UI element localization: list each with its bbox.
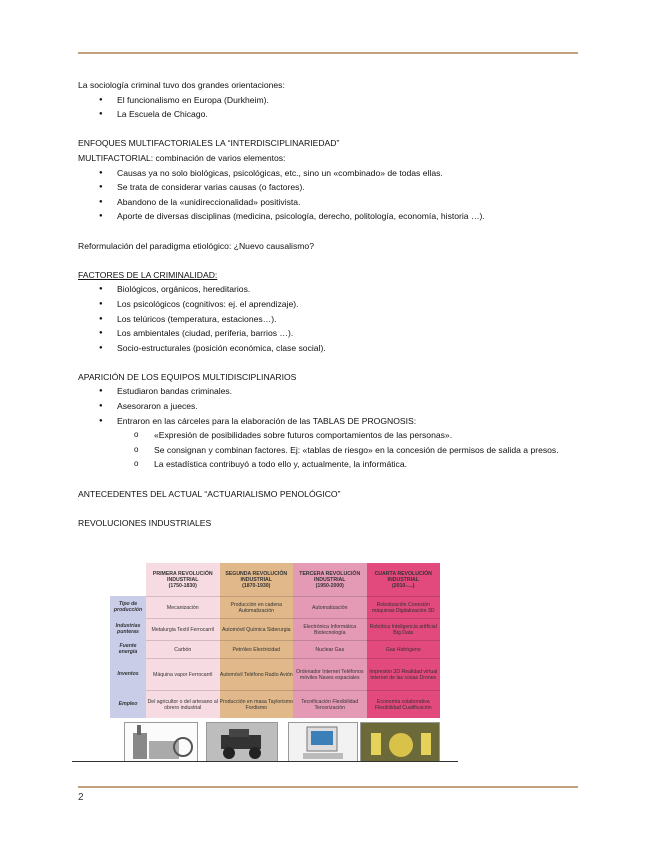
list-item: ● Biológicos, orgánicos, hereditarios. xyxy=(78,282,578,297)
sublist-item: o «Expresión de posibilidades sobre futuros comportamientos de las personas». xyxy=(78,428,578,443)
table-cell: Automóvil Teléfono Radio Avión xyxy=(220,658,294,690)
list-item: ● Los telúricos (temperatura, estaciones…). xyxy=(78,312,578,327)
intro-line: La sociología criminal tuvo dos grandes orientaciones: xyxy=(78,80,285,90)
page-number: 2 xyxy=(78,792,84,803)
table-cell: Impresión 3D Realidad virtual Internet de las cosas Drones xyxy=(367,658,441,690)
multifactorial-subheading: MULTIFACTORIAL: combinación de varios elementos: xyxy=(78,152,286,163)
table-cell: Producción en masa Taylorismo Fordismo xyxy=(220,690,294,718)
table-cell: Robotización Conexión máquinas Digitalización 3D xyxy=(367,596,441,618)
table-cell: Ordenador Internet Teléfonos móviles Naves espaciales xyxy=(293,658,367,690)
multifactorial-list xyxy=(78,166,578,224)
revolution-title: PRIMERA REVOLUCIÓN INDUSTRIAL xyxy=(152,570,213,583)
table-cell: Producción en cadena Automatización xyxy=(220,596,294,618)
table-row-label: Industrias punteras xyxy=(110,618,146,640)
list-item: ● Estudiaron bandas criminales. xyxy=(78,384,578,399)
factores-list xyxy=(78,282,578,355)
revolution-years: (1870-1930) xyxy=(242,582,271,589)
revolution-years: (2010-....) xyxy=(392,582,415,589)
table-cell: Mecanización xyxy=(146,596,220,618)
revolution-years: (1950-2000) xyxy=(315,582,344,589)
table-row-label: Fuente energía xyxy=(110,640,146,658)
revolution-years: (1750-1830) xyxy=(168,582,197,589)
sublist-item: o Se consignan y combinan factores. Ej: «tablas de riesgo» en la concesión de permisos de salida a presos. xyxy=(78,443,578,458)
list-item: ● El funcionalismo en Europa (Durkheim). xyxy=(78,93,578,108)
table-header-cell xyxy=(293,563,367,596)
revolution-title: CUARTA REVOLUCIÓN INDUSTRIAL xyxy=(374,570,432,583)
table-cell: Nuclear Gas xyxy=(293,640,367,658)
table-cell: Metalurgia Textil Ferrocarril xyxy=(146,618,220,640)
list-item: ● Aporte de diversas disciplinas (medicina, psicología, derecho, politología, economía, historia …). xyxy=(78,209,578,224)
revolution-images xyxy=(124,722,440,762)
revoluciones-table xyxy=(110,563,440,718)
list-item: ● Los ambientales (ciudad, periferia, barrios …). xyxy=(78,326,578,341)
multifactorial-heading: ENFOQUES MULTIFACTORIALES LA “INTERDISCIPLINARIEDAD” xyxy=(78,138,340,149)
table-header-cell xyxy=(146,563,220,596)
list-item: ● Socio-estructurales (posición económica, clase social). xyxy=(78,341,578,356)
table-cell: Gas Hidrógeno xyxy=(367,640,441,658)
image-baseline xyxy=(72,761,458,762)
equipos-list xyxy=(78,384,578,428)
table-header-cell xyxy=(220,563,294,596)
table-cell: Electrónica Informática Biotecnología xyxy=(293,618,367,640)
table-cell: Máquina vapor Ferrocarril xyxy=(146,658,220,690)
table-header-cell xyxy=(367,563,441,596)
factores-heading: FACTORES DE LA CRIMINALIDAD: xyxy=(78,269,218,280)
factory-machine-image xyxy=(124,722,198,762)
list-item: ● Entraron en las cárceles para la elaboración de las TABLAS DE PROGNOSIS: xyxy=(78,414,578,429)
reformulacion-line: Reformulación del paradigma etiológico: ¿Nuevo causalismo? xyxy=(78,240,314,251)
table-cell: Economía colaborativa Flexibilidad Cualificación xyxy=(367,690,441,718)
list-item: ● La Escuela de Chicago. xyxy=(78,107,578,122)
antecedentes-heading: ANTECEDENTES DEL ACTUAL “ACTUARIALISMO PENOLÓGICO” xyxy=(78,488,341,499)
table-cell: Carbón xyxy=(146,640,220,658)
equipos-heading: APARICIÓN DE LOS EQUIPOS MULTIDISCIPLINARIOS xyxy=(78,371,297,382)
list-item: ● Asesoraron a jueces. xyxy=(78,399,578,414)
document-body xyxy=(78,78,578,530)
table-cell: Tecnificación Flexibilidad Tercerización xyxy=(293,690,367,718)
revolution-title: TERCERA REVOLUCIÓN INDUSTRIAL xyxy=(299,570,361,583)
revoluciones-heading: REVOLUCIONES INDUSTRIALES xyxy=(78,517,212,528)
revolution-title: SEGUNDA REVOLUCIÓN INDUSTRIAL xyxy=(225,570,288,583)
car-assembly-image xyxy=(206,722,278,762)
intro-list xyxy=(78,93,578,122)
computer-image xyxy=(288,722,358,762)
table-cell: Automóvil Química Siderurgia xyxy=(220,618,294,640)
list-item: ● Se trata de considerar varias causas (o factores). xyxy=(78,180,578,195)
table-row-label: Inventos xyxy=(110,658,146,690)
footer-rule xyxy=(78,786,578,788)
list-item: ● Causas ya no solo biológicas, psicológicas, etc., sino un «combinado» de todas ellas. xyxy=(78,166,578,181)
sublist-item: o La estadística contribuyó a todo ello y, actualmente, la informática. xyxy=(78,457,578,472)
table-cell: Automatización xyxy=(293,596,367,618)
table-row-label: Tipo de producción xyxy=(110,596,146,618)
list-item: ● Abandono de la «unidireccionalidad» positivista. xyxy=(78,195,578,210)
equipos-sublist xyxy=(78,428,578,472)
table-row-label: Empleo xyxy=(110,690,146,718)
table-cell: Del agricultor o del artesano al obrero industrial xyxy=(146,690,220,718)
list-item: ● Los psicológicos (cognitivos: ej. el aprendizaje). xyxy=(78,297,578,312)
table-cell: Petróleo Electricidad xyxy=(220,640,294,658)
robotic-factory-image xyxy=(360,722,440,762)
header-rule xyxy=(78,52,578,54)
table-cell: Robótica Inteligencia artificial Big Data xyxy=(367,618,441,640)
